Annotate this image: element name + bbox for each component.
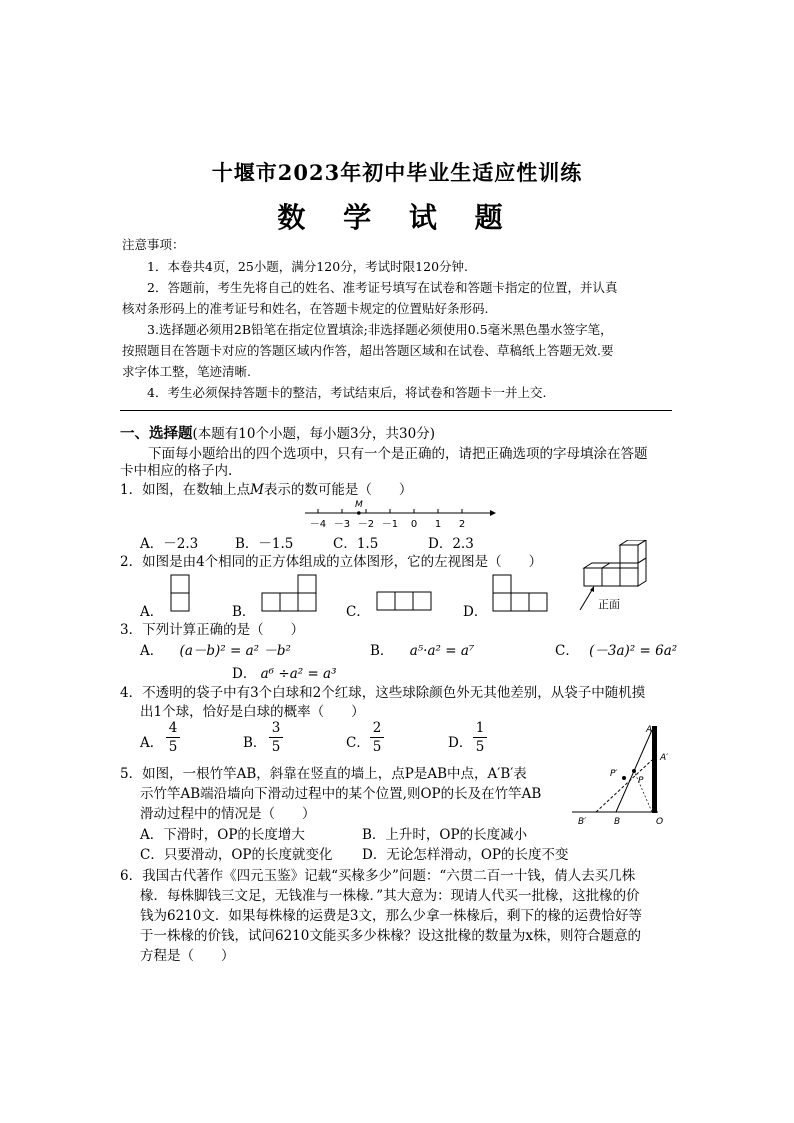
q1-stem-part2: 表示的数可能是（ ） bbox=[263, 482, 413, 498]
section-desc: (本题有10个小题，每小题3分，共30分) bbox=[192, 426, 435, 442]
q6-stem-cont4: 方程是（ ） bbox=[140, 948, 235, 964]
q2-option-d: D． bbox=[463, 604, 488, 620]
q3-option-d bbox=[232, 664, 337, 685]
label-p: P bbox=[638, 776, 644, 786]
frac-num: 3 bbox=[271, 720, 281, 736]
tick-label: －2 bbox=[357, 519, 375, 530]
label-p-prime: P′ bbox=[610, 769, 618, 779]
q3-c-expr: (－3a)² = 6a² bbox=[589, 643, 678, 659]
q1-stem-part: 1．如图，在数轴上点 bbox=[120, 482, 251, 498]
q2-shape-b bbox=[261, 574, 321, 614]
frac-num: 1 bbox=[475, 720, 485, 736]
q1-number-line bbox=[300, 497, 500, 531]
q3-b-label: B． bbox=[370, 643, 394, 659]
frac-den: 5 bbox=[271, 739, 281, 755]
point-m-label: M bbox=[355, 500, 363, 510]
q6-stem-cont1: 椽．每株脚钱三文足，无钱准与一株椽．”其大意为：现请人代买一批椽，这批椽的价 bbox=[140, 888, 640, 904]
q3-option-c bbox=[555, 641, 677, 662]
q5-stem-cont2: 滑动过程中的情况是（ ） bbox=[140, 806, 316, 822]
label-a-prime: A′ bbox=[660, 753, 669, 763]
front-pointer bbox=[580, 590, 592, 610]
q2-cube-figure bbox=[568, 540, 672, 616]
ladder-ab-prime bbox=[596, 760, 652, 812]
label-b-prime: B′ bbox=[578, 817, 587, 827]
point-p-prime bbox=[622, 776, 626, 780]
notice-item-2: 2．答题前，考生先将自己的姓名、准考证号填写在试卷和答题卡指定的位置，并认真 bbox=[147, 280, 618, 295]
q2-shape-c bbox=[376, 591, 436, 613]
section-title: 一、选择题 bbox=[120, 425, 193, 442]
q2-option-b: B． bbox=[232, 604, 256, 620]
q5-ladder-figure bbox=[570, 720, 674, 830]
label-b: B bbox=[614, 817, 621, 827]
frac-num: 4 bbox=[168, 720, 178, 736]
tick-label: 1 bbox=[434, 519, 442, 530]
notice-item-2-cont: 核对条形码上的准考证号和姓名，在答题卡规定的位置贴好条形码. bbox=[122, 301, 489, 316]
q3-b-expr: a⁵·a² = a⁷ bbox=[409, 643, 475, 659]
q4-stem: 4．不透明的袋子中有3个白球和2个红球，这些球除颜色外无其他差别，从袋子中随机摸 bbox=[120, 685, 646, 701]
q3-a-expr: (a－b)² = a² －b² bbox=[179, 643, 291, 659]
notice-item-3: 3.选择题必须用2B铅笔在指定位置填涂;非选择题必须使用0.5毫米黑色墨水签字笔， bbox=[147, 322, 613, 337]
notice-item-3-cont2: 求字体工整，笔迹清晰. bbox=[122, 364, 251, 379]
tick-label: －3 bbox=[333, 519, 351, 530]
q5-option-a: A．下滑时，OP的长度增大 bbox=[140, 827, 305, 843]
q5-stem-cont: 示竹竿AB端沿墙向下滑动过程中的某个位置,则OP的长及在竹竿AB bbox=[140, 786, 542, 802]
frac-den: 5 bbox=[372, 739, 382, 755]
q3-c-label: C． bbox=[555, 643, 579, 659]
q2-option-a: A． bbox=[140, 604, 164, 620]
q2-shape-a bbox=[170, 574, 192, 614]
q6-stem: 6．我国古代著作《四元玉鉴》记载“买椽多少”问题：“六贯二百一十钱，倩人去买几株 bbox=[120, 868, 636, 884]
q4-frac-a bbox=[166, 720, 180, 755]
q4-option-c: C． bbox=[346, 735, 370, 751]
q2-option-c: C． bbox=[346, 604, 370, 620]
point-m bbox=[357, 511, 361, 515]
section-instruction-cont: 卡中相应的格子内. bbox=[120, 463, 233, 479]
q5-option-c: C．只要滑动，OP的长度就变化 bbox=[140, 847, 333, 863]
notice-item-3-cont: 按照题目在答题卡对应的答题区域内作答，超出答题区域和在试卷、草稿纸上答题无效.要 bbox=[122, 343, 614, 358]
axis-arrow bbox=[490, 510, 496, 516]
label-a: A bbox=[646, 725, 653, 735]
q6-stem-cont2: 钱为6210文．如果每株椽的运费是3文，那么少拿一株椽后，剩下的椽的运费恰好等 bbox=[140, 908, 642, 924]
tick-label: 2 bbox=[458, 519, 466, 530]
point-p bbox=[632, 769, 636, 773]
divider bbox=[120, 410, 672, 411]
notice-item-4: 4．考生必须保持答题卡的整洁，考试结束后，将试卷和答题卡一并上交. bbox=[147, 385, 547, 400]
front-label: 正面 bbox=[598, 598, 620, 611]
section-heading bbox=[120, 423, 435, 445]
q1-option-b: B．－1.5 bbox=[235, 536, 294, 552]
q3-a-label: A． bbox=[140, 643, 164, 659]
q2-stem: 2．如图是由4个相同的正方体组成的立体图形，它的左视图是（ ） bbox=[120, 554, 543, 570]
frac-den: 5 bbox=[168, 739, 178, 755]
q4-option-b: B． bbox=[243, 735, 267, 751]
q1-option-c: C．1.5 bbox=[333, 536, 379, 552]
wall bbox=[652, 726, 657, 813]
notice-heading: 注意事项： bbox=[122, 237, 185, 252]
q3-stem: 3．下列计算正确的是（ ） bbox=[120, 622, 305, 638]
axis-ticks bbox=[318, 509, 462, 513]
q5-stem: 5．如图，一根竹竿AB，斜靠在竖直的墙上，点P是AB中点，A′B′表 bbox=[120, 766, 527, 782]
q1-option-d: D．2.3 bbox=[428, 536, 474, 552]
label-o: O bbox=[656, 817, 664, 827]
q1-var: M bbox=[250, 482, 264, 498]
notice-item-1: 1．本卷共4页，25小题，满分120分，考试时限120分钟. bbox=[147, 259, 469, 274]
section-instruction: 下面每小题给出的四个选项中，只有一个是正确的，请把正确选项的字母填涂在答题 bbox=[148, 446, 648, 462]
subject-title: 数 学 试 题 bbox=[277, 201, 517, 234]
exam-title: 十堰市2023年初中毕业生适应性训练 bbox=[211, 160, 583, 185]
q5-option-d: D．无论怎样滑动，OP的长度不变 bbox=[362, 847, 569, 863]
q3-d-label: D． bbox=[232, 666, 257, 682]
q3-d-expr: a⁶ ÷a² = a³ bbox=[260, 666, 337, 682]
q4-frac-b bbox=[269, 720, 283, 755]
tick-label: 0 bbox=[410, 519, 418, 530]
q3-option-b bbox=[370, 641, 474, 662]
q6-stem-cont3: 于一株椽的价钱，试问6210文能买多少株椽？设这批椽的数量为x株，则符合题意的 bbox=[140, 928, 641, 944]
q4-stem-cont: 出1个球，恰好是白球的概率（ ） bbox=[140, 704, 365, 720]
tick-label: －4 bbox=[309, 519, 327, 530]
q3-option-a bbox=[140, 641, 291, 662]
q4-frac-c bbox=[370, 720, 384, 755]
q1-option-a: A．－2.3 bbox=[140, 536, 199, 552]
q4-frac-d bbox=[473, 720, 487, 755]
frac-num: 2 bbox=[372, 720, 382, 736]
q4-option-d: D． bbox=[448, 735, 473, 751]
q4-option-a: A． bbox=[140, 735, 164, 751]
q2-shape-d bbox=[492, 574, 552, 614]
tick-label: －1 bbox=[381, 519, 399, 530]
frac-den: 5 bbox=[475, 739, 485, 755]
q5-option-b: B．上升时，OP的长度减小 bbox=[362, 827, 528, 843]
